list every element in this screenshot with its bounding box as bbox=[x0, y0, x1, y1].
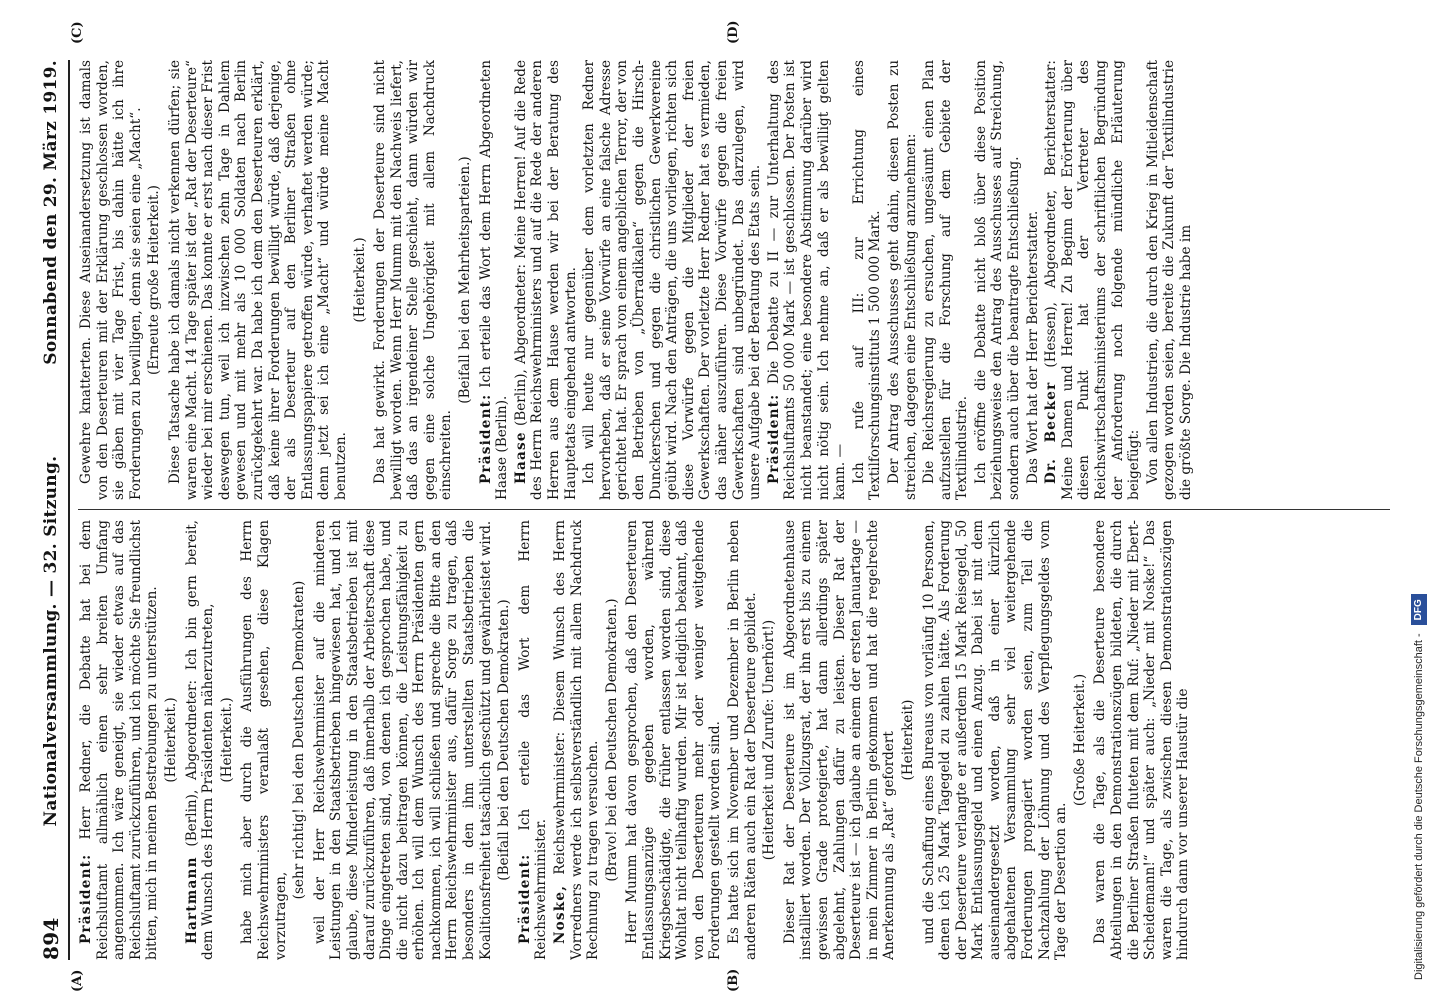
speaker-name: Präsident: bbox=[765, 393, 782, 484]
page-number: 894 bbox=[39, 917, 63, 960]
paragraph bbox=[921, 520, 1070, 960]
paragraph-text: (Berlin), Abgeordneter: Ich bin gern bereit, dem Wunsch des Herrn Präsidenten näherzutreten, bbox=[183, 520, 217, 960]
speech-paragraph bbox=[766, 60, 849, 500]
stage-direction: (Beifall bei den Deutschen Demokraten.) bbox=[496, 599, 513, 881]
paragraph bbox=[312, 520, 495, 960]
paragraph bbox=[581, 60, 764, 500]
paragraph-text: Herr Mumm hat davon gesprochen, daß den Deserteuren Entlassungsanzüge gegeben worden, während Kriegsbeschädigte, die früher entlassen worden sind, diese Wohltat nicht teilhaftig wurden. Mir ist lediglich bekannt, daß von den Deserteuren mehr oder weniger weitgehende Forderungen gestellt worden sind. bbox=[624, 520, 724, 960]
speech-paragraph bbox=[517, 520, 550, 960]
paragraph bbox=[1145, 60, 1195, 500]
margin-mark-a: (A) bbox=[70, 969, 85, 992]
stage-direction: (Große Heiterkeit.) bbox=[1071, 673, 1088, 807]
paragraph bbox=[1025, 60, 1042, 500]
paragraph-text: und die Schaffung eines Bureaus von vorläufig 10 Personen, denen ich 25 Mark Tagegeld zu zahlen hätte. Als Forderung der Deserteure verlangte er außerdem 15 Mark Reisegeld, 50 Mark Entlassungsgeld und einen Anzug. Dabei ist mit dem auseinandergesetzt worden, daß in einer kürzlich abgehaltenen Versammlung sehr viel weitergehende Forderungen propagiert worden seien, zum Teil die Nachzahlung der Löhnung und des Verpflegungsgeldes vom Tage der Desertion an. bbox=[920, 520, 1070, 960]
speaker-name: Dr. Becker bbox=[1043, 381, 1060, 484]
dfg-logo: DFG bbox=[1411, 594, 1427, 625]
speech-paragraph bbox=[1043, 60, 1143, 500]
paragraph-text: Diese Tatsache habe ich damals nicht verkennen dürfen; sie waren eine Macht. 14 Tage später ist der „Rat der Deserteure“ wieder bei mir erschienen. Das konnte er erst nach dieser Frist deswegen tun, weil ich inzwischen zehn Tage in Dahlem gewesen und mit mehr als 10 000 Soldaten nach Berlin zurückgekehrt war. Da habe ich dem den Deserteuren erklärt, daß keine ihrer Forderungen bewilligt würde, daß derjenige, der als Deserteur auf den Berliner Straßen ohne Entlassungspapiere getroffen würde, verhaftet werden würde; denn jetzt sei ich eine „Macht“ und würde meine Macht benutzen. bbox=[166, 60, 349, 500]
paragraph-text: Ich rufe auf III: zur Errichtung eines Textilforschungsinstituts 1 500 000 Mark. bbox=[850, 60, 884, 500]
stage-direction: (Heiterkeit) bbox=[899, 699, 916, 781]
speaker-name: Hartmann bbox=[183, 856, 200, 944]
paragraph-text: Ich erteile das Wort dem Herrn Abgeordneten Haase (Berlin). bbox=[477, 60, 511, 500]
column-divider bbox=[78, 509, 1390, 510]
paragraph-text: Reichswehrminister: Diesem Wunsch des Herrn Vorredners werde ich selbstverständlich mit allem Nachdruck Rechnung zu tragen versuchen. bbox=[552, 520, 602, 960]
paragraph-text: Das Wort hat der Herr Berichterstatter. bbox=[1024, 210, 1041, 484]
stage-direction: (Heiterkeit.) bbox=[351, 237, 368, 323]
paragraph-text: Das hat gewirkt. Forderungen der Deserteure sind nicht bewilligt worden. Wenn Herr Mumm mit den Nachweis liefert, daß das an irgendeiner Stelle geschieht, dann würden wir gegen eine solche Ungehörigkeit mit allem Nachdruck einschreiten. bbox=[372, 60, 455, 500]
paragraph-text: Es hatte sich im November und Dezember in Berlin neben anderen Räten auch ein Rat der Deserteure gebildet. bbox=[725, 520, 759, 960]
paragraph-text: Die Reichsregierung zu ersuchen, ungesäumt einen Plan aufzustellen für die Forschung auf dem Gebiete der Textilindustrie. bbox=[921, 60, 971, 500]
paragraph bbox=[239, 520, 289, 960]
paragraph-text: Von allen Industrien, die durch den Krieg in Mitleidenschaft gezogen worden seien, bereite die Zukunft der Textilindustrie die größte Sorge. Die Industrie habe im bbox=[1144, 60, 1194, 500]
paragraph bbox=[851, 60, 884, 500]
paragraph bbox=[372, 60, 455, 500]
paragraph bbox=[782, 520, 898, 960]
paragraph bbox=[624, 520, 724, 960]
paragraph bbox=[167, 60, 350, 500]
digitization-credit bbox=[1408, 10, 1430, 990]
paragraph bbox=[1092, 520, 1192, 960]
stage-direction: (Heiterkeit und Zurufe: Unerhört!) bbox=[761, 619, 778, 861]
stage-direction: (Bravo! bei den Deutschen Demokraten.) bbox=[603, 598, 620, 882]
stage-direction: (Heiterkeit.) bbox=[218, 697, 235, 783]
paragraph-text: Ich erteile das Wort dem Herrn Reichswehrminister. bbox=[516, 520, 550, 960]
paragraph-text: Das waren die Tage, als die Deserteure besondere Abteilungen in den Demonstrationszügen bildeten, die durch die Berliner Straßen fluteten mit dem Ruf: „Nieder mit Ebert-Scheidemann!“ und später auch: „Nieder mit Noske!“ Das waren die Tage, als zwischen diesen Demonstrationszügen hindurch dann vor unserer Haustür die bbox=[1092, 520, 1192, 960]
paragraph-text: Ich eröffne die Debatte nicht bloß über diese Position beziehungsweise den Antrag des Ausschusses auf Streichung, sondern auch über die beantragte Entschließung. bbox=[972, 60, 1023, 500]
running-head-date: Sonnabend den 29. März 1919. bbox=[41, 60, 61, 365]
stage-direction: (Beifall bei den Mehrheitsparteien.) bbox=[457, 156, 474, 404]
paragraph bbox=[78, 60, 144, 500]
speaker-name: Präsident: bbox=[78, 853, 94, 944]
running-head bbox=[34, 60, 70, 960]
paragraph-text: Ich will heute nur gegenüber dem vorletzten Redner hervorheben, daß er seine Vorwürfe an eine falsche Adresse gerichtet hat. Er sprach von einem angeblichen Terror, der von den Betrieben von „Überradikalen“ gegen die Hirsch-Dunckerschen und gegen die christlichen Gewerkvereine geübt wird. Nach den Anträgen, die uns vorliegen, richten sich diese Vorwürfe gegen die Mitglieder der freien Gewerkschaften. Der vorletzte Herr Redner hat es vermieden, das näher auszuführen. Diese Vorwürfe gegen die freien Gewerkschaften sind unbegründet. Das darzulegen, wird unsere Aufgabe bei der Beratung des Etats sein. bbox=[581, 60, 764, 500]
credit-text: Digitalisierung gefördert durch die Deutsche Forschungsgemeinschaft - bbox=[1413, 633, 1425, 980]
speaker-name: Noske, bbox=[552, 884, 569, 944]
left-column bbox=[78, 520, 1394, 960]
speech-paragraph bbox=[513, 60, 579, 500]
paragraph bbox=[921, 60, 971, 500]
paragraph bbox=[973, 60, 1023, 500]
paragraph-text: Gewehre knatterten. Diese Auseinandersetzung ist damals von den Deserteuren mit der Erklärung geschlossen worden, sie gäben mit vier Tage Frist, bis dahin hätte ich ihre Forderungen zu bewilligen, denn sie seien eine „Macht“. bbox=[78, 60, 144, 500]
paragraph-text: (Hessen), Abgeordneter, Berichterstatter: Meine Damen und Herren! Zu Beginn der Erörterung über diesen Punkt hat der Vertreter des Reichswirtschaftsministeriums der schriftlichen Begründung der Anforderung noch folgende mündliche Erläuterung beigefügt: bbox=[1043, 60, 1143, 500]
margin-mark-c: (C) bbox=[70, 21, 85, 44]
paragraph bbox=[726, 520, 759, 960]
paragraph-text: Herr Redner, die Debatte hat bei dem Reichsluftamt allmählich einen sehr breiten Umfang angenommen. Ich wäre geneigt, sie wieder etwas auf das Reichsluftamt zurückzuführen, und ich möchte Sie freundlichst bitten, mich in meinen Bestrebungen zu unterstützen. bbox=[78, 520, 161, 960]
speech-paragraph bbox=[552, 520, 602, 960]
speaker-name: Präsident: bbox=[516, 853, 533, 944]
margin-mark-d: (D) bbox=[726, 20, 741, 44]
running-head-title: Nationalversammlung. — 32. Sitzung. bbox=[41, 455, 61, 827]
stage-direction: (sehr richtig! bei den Deutschen Demokraten) bbox=[291, 580, 308, 900]
paragraph-text: weil der Herr Reichswehrminister auf die minderen Leistungen in den Staatsbetrieben hingewiesen hat, und ich glaube, diese Minderleistung in den Staatsbetrieben ist mit darauf zurückzuführen, daß innerhalb der Arbeiterschaft diese Dinge eingetreten sind, von denen ich gesprochen habe, und die nicht dazu beitragen können, die Leistungsfähigkeit zu erhöhen. Ich will dem Wunsch des Herrn Präsidenten gern nachkommen, ich will schließen und spreche die Bitte an den Herrn Reichswehrminister aus, dafür Sorge zu tragen, daß besonders in den ihm unterstellten Staatsbetrieben die Koalitionsfreiheit tatsächlich geschützt und gewährleistet wird. bbox=[311, 520, 494, 960]
speaker-name: Haase bbox=[512, 431, 529, 484]
speaker-name: Präsident: bbox=[477, 393, 494, 484]
speech-paragraph bbox=[184, 520, 217, 960]
paragraph-text: Die Debatte zu II — zur Unterhaltung des Reichsluftamts 50 000 Mark — ist geschlossen. Der Posten ist nicht beanstandet; eine besondere Abstimmung darüber wird nicht nötig sein. Ich nehme an, daß er als bewilligt gelten kann. — bbox=[765, 60, 849, 500]
paragraph-text: Dieser Rat der Deserteure ist im Abgeordnetenhause installiert worden. Der Vollzugsrat, der ihn erst bis zu einem gewissen Grade protegierte, hat dann allerdings später abgelehnt, Zahlungen dafür zu leisten. Dieser Rat der Deserteure ist — ich glaube an einem der ersten Januartage — in mein Zimmer in Berlin gekommen und hat die regelrechte Anerkennung als „Rat“ gefordert bbox=[781, 520, 898, 960]
paragraph-text: habe mich aber durch die Ausführungen des Herrn Reichswehrministers veranlaßt gesehen, diese Klagen vorzutragen, bbox=[239, 520, 289, 960]
paragraph-text: Der Antrag des Ausschusses geht dahin, diesen Posten zu streichen, dagegen eine Entschließung anzunehmen: bbox=[885, 60, 919, 500]
paragraph bbox=[886, 60, 919, 500]
speech-paragraph bbox=[78, 520, 161, 960]
speech-paragraph bbox=[478, 60, 511, 500]
margin-mark-b: (B) bbox=[726, 968, 741, 992]
paragraph-text: (Berlin), Abgeordneter: Meine Herren! Auf die Rede des Herrn Reichswehrministers und auf die Rede der anderen Herren aus dem Hause werden wir bei der Beratung des Hauptetats eingehend antworten. bbox=[512, 60, 579, 500]
stage-direction: (Heiterkeit.) bbox=[162, 697, 179, 783]
right-column bbox=[78, 60, 1394, 500]
stage-direction: (Erneute große Heiterkeit.) bbox=[146, 185, 163, 375]
